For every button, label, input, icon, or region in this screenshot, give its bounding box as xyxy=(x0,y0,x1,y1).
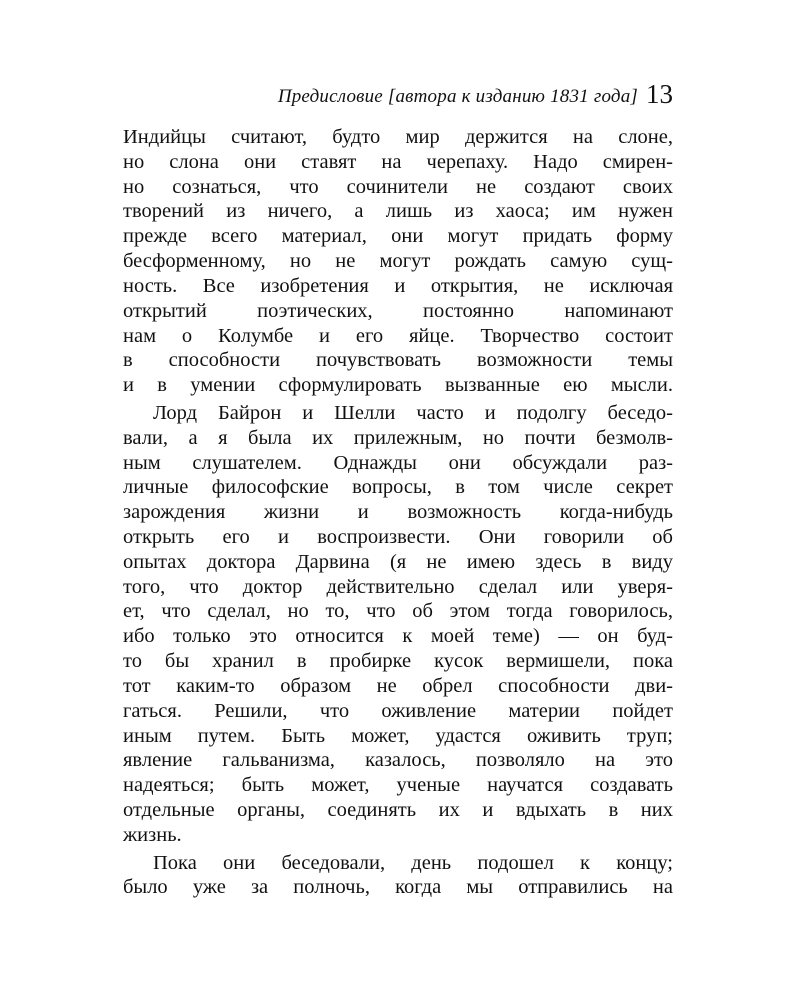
text-line: явление гальванизма, казалось, позволяло на это xyxy=(123,749,673,772)
text-line: Лорд Байрон и Шелли часто и подолгу беседо- xyxy=(153,401,673,424)
paragraph-1 xyxy=(123,125,673,398)
text-line: отдельные органы, соединять их и вдыхать в них xyxy=(123,798,673,821)
text-line: тот каким-то образом не обрел способности дви- xyxy=(123,674,673,697)
running-title: Предисловие [автора к изданию 1831 года] xyxy=(277,86,638,107)
text-line: Индийцы считают, будто мир держится на слоне, xyxy=(123,126,673,148)
text-line: ность. Все изобретения и открытия, не исключая xyxy=(123,274,673,297)
text-line: но сознаться, что сочинители не создают своих xyxy=(123,175,673,198)
text-line: надеяться; быть может, ученые научатся создавать xyxy=(123,774,673,797)
text-line: творений из ничего, а лишь из хаоса; им нужен xyxy=(123,200,673,223)
text-line: открыть его и воспроизвести. Они говорили об xyxy=(123,526,673,548)
text-line: бесформенному, но не могут рождать самую сущ- xyxy=(123,250,673,273)
text-line: в способности почувствовать возможности темы xyxy=(123,349,673,372)
paragraph-2 xyxy=(123,401,673,848)
text-line: жизнь. xyxy=(123,823,182,846)
text-line: Пока они беседовали, день подошел к концу; xyxy=(153,851,673,874)
text-line: иным путем. Быть может, удастся оживить труп; xyxy=(123,724,673,747)
text-line: то бы хранил в пробирке кусок вермишели, пока xyxy=(123,650,673,673)
page-number: 13 xyxy=(646,79,673,109)
text-line: открытий поэтических, постоянно напоминают xyxy=(123,299,673,322)
text-line: гаться. Решили, что оживление материи пойдет xyxy=(123,699,673,722)
text-line: личные философские вопросы, в том числе секрет xyxy=(123,476,673,499)
text-line: прежде всего материал, они могут придать форму xyxy=(123,225,673,248)
text-line: ным слушателем. Однажды они обсуждали раз- xyxy=(123,451,673,474)
text-line: того, что доктор действительно сделал или уверя- xyxy=(123,575,673,598)
text-line: но слона они ставят на черепаху. Надо смирен- xyxy=(123,150,673,173)
running-head xyxy=(120,78,673,109)
body-text xyxy=(123,125,673,900)
text-line: было уже за полночь, когда мы отправились на xyxy=(123,876,673,899)
text-line: зарождения жизни и возможность когда-нибудь xyxy=(123,501,673,524)
text-line: и в умении сформулировать вызванные ею мысли. xyxy=(123,374,673,397)
paragraph-3 xyxy=(123,851,673,901)
text-line: ет, что сделал, но то, что об этом тогда говорилось, xyxy=(123,600,673,623)
text-line: нам о Колумбе и его яйце. Творчество состоит xyxy=(123,324,673,347)
text-line: вали, а я была их прилежным, но почти безмолв- xyxy=(123,426,673,449)
text-line: опытах доктора Дарвина (я не имею здесь в виду xyxy=(123,550,673,573)
text-line: ибо только это относится к моей теме) — он буд- xyxy=(123,625,673,648)
